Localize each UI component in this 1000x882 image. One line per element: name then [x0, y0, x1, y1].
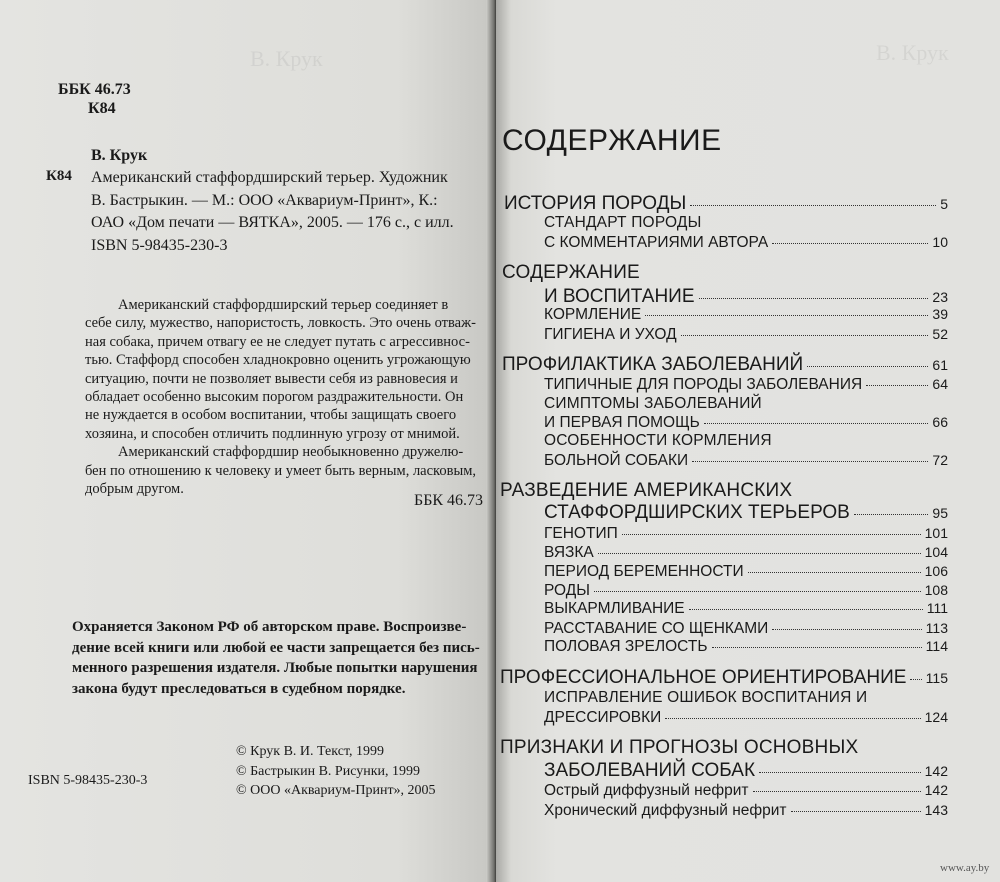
annotation-line: не нуждается в особом воспитании, чтобы защищать своего	[85, 407, 457, 424]
toc-leader	[753, 791, 921, 792]
toc-entry	[544, 638, 948, 656]
toc-page-number: 95	[932, 505, 948, 521]
toc-leader	[689, 609, 923, 610]
toc-entry-title: ПРИЗНАКИ И ПРОГНОЗЫ ОСНОВНЫХ	[500, 737, 859, 758]
catalog-description	[91, 167, 454, 257]
toc-page-number: 52	[932, 326, 948, 342]
toc-leader	[772, 629, 921, 630]
toc-entry	[502, 354, 948, 376]
copyright-notice-line: закона будут преследоваться в судебном порядке.	[72, 680, 406, 697]
toc-leader	[690, 205, 936, 206]
toc-entry-title: ГИГИЕНА И УХОД	[544, 326, 677, 343]
toc-leader	[759, 772, 921, 773]
copyright-notice-line: дение всей книги или любой ее части запрещается без пись-	[72, 639, 480, 656]
toc-entry-title: СИМПТОМЫ ЗАБОЛЕВАНИЙ	[544, 395, 762, 412]
toc-page-number: 142	[924, 763, 948, 779]
bbk-code: ББК 46.73	[58, 81, 131, 98]
annotation-line: добрым другом.	[85, 481, 184, 498]
toc-leader	[772, 243, 928, 244]
annotation-line: себе силу, мужество, напористость, ловкость. Это очень отваж-	[85, 315, 476, 332]
catalog-line: В. Бастрыкин. — М.: ООО «Аквариум-Принт», К.:	[91, 191, 438, 209]
annotation-line: Американский стаффордширский терьер соединяет в	[118, 297, 449, 313]
toc-leader	[645, 315, 928, 316]
copyright-line: © ООО «Аквариум-Принт», 2005	[236, 783, 436, 798]
toc-entry	[544, 286, 948, 308]
copyright-notice-line: менного разрешения издателя. Любые попытки нарушения	[72, 660, 478, 676]
toc-leader	[692, 461, 928, 462]
annotation-line: хозяина, и способен отличить подлинную угрозу от мнимой.	[85, 425, 460, 442]
copyright-line: © Крук В. И. Текст, 1999	[236, 744, 385, 759]
toc-entry-title: ПЕРИОД БЕРЕМЕННОСТИ	[544, 563, 744, 580]
toc-entry-title: ГЕНОТИП	[544, 525, 618, 542]
left-page: В. Крук ББК 46.73 К84 В. Крук К84 Американский стаффордширский терьер. Художник В. Бастрыкин. — М.: ООО «Аквариум-Принт», К.: ОАО «Дом печати — ВЯТКА», 2005. — 176 с., с илл. ISBN 5-98435-230-3 Американский стаффордширский терьер соединяет в себе силу, мужество, напористость, ловкость. Это очень отваж- ная собака, причем отвагу ее не следует путать с агрессивнос- тью. Стаффорд способен хладнокровно оценить угрожающую ситуацию, почти не позволяет вывести себя из равновесия и обладает особенно высоким порогом раздражительности. Он не нуждается в особом воспитании, чтобы защищать своего хозяина, и способен отличить подлинную угрозу от мнимой. Американский стаффордшир необыкновенно дружелю- бен по отношению к человеку и умеет быть верным, ласковым, добрым другом. ББК 46.73 Охраняется Законом РФ об авторском праве. Воспроизве- дение всей книги или любой ее части запрещается без пись- менного разрешения издателя. Любые попытки нарушения закона будут преследоваться в судебном порядке. ISBN 5-98435-230-3 © Крук В. И. Текст, 1999 © Бастрыкин В. Рисунки, 1999 © ООО «Аквариум-Принт», 2005	[0, 0, 496, 882]
toc-page-number: 113	[925, 620, 948, 636]
toc-entry-title: Острый диффузный нефрит	[544, 782, 749, 799]
copyright-lines	[236, 742, 436, 801]
toc-entry-title: И ПЕРВАЯ ПОМОЩЬ	[544, 414, 700, 431]
author-name: В. Крук	[91, 147, 148, 164]
toc-leader	[791, 811, 921, 812]
toc-leader	[681, 335, 929, 336]
toc-leader	[910, 679, 921, 680]
copyright-notice	[72, 617, 480, 699]
toc-entry	[544, 782, 948, 800]
toc-page-number: 101	[924, 525, 948, 541]
toc-page-number: 124	[924, 709, 948, 725]
toc-page-number: 108	[924, 582, 948, 598]
catalog-mark: К84	[46, 168, 72, 184]
toc-entry-title: ИСТОРИЯ ПОРОДЫ	[504, 193, 687, 214]
toc-page-number: 66	[932, 414, 948, 430]
toc-entry-title: ЗАБОЛЕВАНИЙ СОБАК	[544, 760, 756, 781]
right-page: В. Крук СОДЕРЖАНИЕ ИСТОРИЯ ПОРОДЫ 5 СТАНДАРТ ПОРОДЫ С КОММЕНТАРИЯМИ АВТОРА 10 СОДЕРЖАНИЕ И ВОСПИТАНИЕ 23 КОРМЛЕНИЕ 39 ГИГИЕНА И УХОД 52 ПРОФИЛАКТИКА ЗАБОЛЕВАНИЙ 61 ТИПИЧНЫЕ ДЛЯ ПОРОДЫ ЗАБОЛЕВАНИЯ 64 СИМПТОМЫ ЗАБОЛЕВАНИЙ И ПЕРВАЯ ПОМОЩЬ 66 ОСОБЕННОСТИ КОРМЛЕНИЯ БОЛЬНОЙ СОБАКИ 72 РАЗВЕДЕНИЕ АМЕРИКАНСКИХ СТАФФОРДШИРСКИХ ТЕРЬЕРОВ 95 ГЕНОТИП 101 ВЯЗКА 104 ПЕРИОД БЕРЕМЕННОСТИ 106 РОДЫ 108 ВЫКАРМЛИВАНИЕ 111 РАССТАВАНИЕ СО ЩЕНКАМИ 113 ПОЛОВАЯ ЗРЕЛОСТЬ 114 ПРОФЕССИОНАЛЬНОЕ ОРИЕНТИРОВАНИЕ 115 ИСПРАВЛЕНИЕ ОШИБОК ВОСПИТАНИЯ И ДРЕССИРОВКИ 124 ПРИЗНАКИ И ПРОГНОЗЫ ОСНОВНЫХ ЗАБОЛЕВАНИЙ СОБАК 142 Острый диффузный нефрит 142 Хронический диффузный нефрит 143 www.ay.by	[496, 0, 1000, 882]
toc-leader	[622, 534, 921, 535]
toc-entry	[544, 326, 948, 344]
toc-leader	[712, 647, 922, 648]
toc-entry	[544, 502, 948, 524]
toc-entry-title: ВЫКАРМЛИВАНИЕ	[544, 600, 685, 617]
toc-entry	[544, 582, 948, 600]
toc-page-number: 111	[926, 600, 948, 616]
toc-page-number: 64	[932, 376, 948, 392]
toc-leader	[665, 718, 920, 719]
annotation-line: тью. Стаффорд способен хладнокровно оценить угрожающую	[85, 352, 471, 369]
annotation-line: Американский стаффордшир необыкновенно дружелю-	[118, 444, 464, 461]
toc-leader	[748, 572, 921, 573]
toc-entry-title: СТАФФОРДШИРСКИХ ТЕРЬЕРОВ	[544, 502, 850, 523]
toc-entry-title: И ВОСПИТАНИЕ	[544, 286, 695, 307]
isbn-line: ISBN 5-98435-230-3	[91, 236, 228, 254]
toc-leader	[866, 385, 928, 386]
toc-page-number: 23	[932, 289, 948, 305]
toc-entry	[544, 452, 948, 470]
watermark-label: www.ay.by	[940, 862, 990, 874]
toc-page-number: 39	[932, 306, 948, 322]
toc-page-number: 115	[925, 670, 948, 686]
annotation-line: ная собака, причем отвагу ее не следует путать с агрессивнос-	[85, 333, 470, 350]
toc-entry-title: РАССТАВАНИЕ СО ЩЕНКАМИ	[544, 620, 769, 637]
toc-entry	[504, 193, 948, 215]
toc-entry-title: ВЯЗКА	[544, 544, 594, 561]
toc-leader	[598, 553, 921, 554]
toc-entry-title: ТИПИЧНЫЕ ДЛЯ ПОРОДЫ ЗАБОЛЕВАНИЯ	[544, 376, 863, 393]
toc-entry-title: Хронический диффузный нефрит	[544, 802, 787, 819]
bbk-bottom: ББК 46.73	[414, 492, 484, 509]
toc-page-number: 142	[924, 782, 948, 798]
toc-entry	[544, 563, 948, 581]
toc-entry-title: РАЗВЕДЕНИЕ АМЕРИКАНСКИХ	[500, 480, 793, 501]
toc-leader	[854, 514, 929, 515]
toc-entry-title: ОСОБЕННОСТИ КОРМЛЕНИЯ	[544, 432, 772, 449]
toc-entry-title: ПРОФЕССИОНАЛЬНОЕ ОРИЕНТИРОВАНИЕ	[500, 667, 907, 688]
toc-page-number: 61	[932, 357, 948, 373]
toc-entry	[544, 802, 948, 820]
author-mark: К84	[88, 100, 116, 117]
toc-page-number: 106	[924, 563, 948, 579]
toc-entry	[500, 667, 948, 689]
toc-entry-title: ИСПРАВЛЕНИЕ ОШИБОК ВОСПИТАНИЯ И	[544, 689, 868, 706]
toc-entry-title: РОДЫ	[544, 582, 590, 599]
catalog-line: ОАО «Дом печати — ВЯТКА», 2005. — 176 с., с илл.	[91, 214, 454, 231]
copyright-line: © Бастрыкин В. Рисунки, 1999	[236, 763, 421, 779]
toc-page-number: 5	[940, 196, 948, 212]
toc-entry	[544, 760, 948, 782]
toc-leader	[699, 298, 929, 299]
toc-entry	[544, 376, 948, 394]
toc-entry	[544, 620, 948, 638]
toc-entry-title: СОДЕРЖАНИЕ	[502, 262, 640, 283]
toc-entry-title: БОЛЬНОЙ СОБАКИ	[544, 452, 689, 469]
toc-entry	[544, 544, 948, 562]
toc-entry-title: ДРЕССИРОВКИ	[544, 709, 662, 726]
toc-entry	[544, 234, 948, 252]
catalog-line: Американский стаффордширский терьер. Художник	[91, 169, 448, 186]
toc-page-number: 104	[924, 544, 948, 560]
annotation-line: ситуацию, почти не позволяет вывести себя из равновесия и	[85, 370, 458, 387]
toc-entry-title: СТАНДАРТ ПОРОДЫ	[544, 214, 702, 231]
toc-entry-title: ПОЛОВАЯ ЗРЕЛОСТЬ	[544, 638, 708, 655]
toc-page-number: 143	[924, 802, 948, 818]
toc-entry	[544, 414, 948, 432]
isbn-bottom: ISBN 5-98435-230-3	[28, 773, 148, 788]
toc-entry-title: КОРМЛЕНИЕ	[544, 306, 642, 323]
toc-page-number: 114	[925, 638, 948, 654]
toc-title: СОДЕРЖАНИЕ	[502, 124, 722, 157]
toc-entry-title: ПРОФИЛАКТИКА ЗАБОЛЕВАНИЙ	[502, 354, 804, 375]
toc-leader	[704, 423, 929, 424]
toc-entry	[544, 600, 948, 618]
annotation	[85, 296, 476, 498]
toc-page-number: 10	[932, 234, 948, 250]
annotation-line: бен по отношению к человеку и умеет быть верным, ласковым,	[85, 462, 476, 479]
copyright-notice-line: Охраняется Законом РФ об авторском праве. Воспроизве-	[72, 619, 467, 635]
toc-leader	[807, 366, 928, 367]
toc-entry-title: С КОММЕНТАРИЯМИ АВТОРА	[544, 234, 769, 251]
annotation-line: обладает особенно высоким порогом раздражительности. Он	[85, 389, 464, 406]
toc-leader	[594, 591, 921, 592]
toc-entry	[544, 709, 948, 727]
toc-page-number: 72	[932, 452, 948, 468]
toc-entry	[544, 525, 948, 543]
toc-entry	[544, 306, 948, 324]
